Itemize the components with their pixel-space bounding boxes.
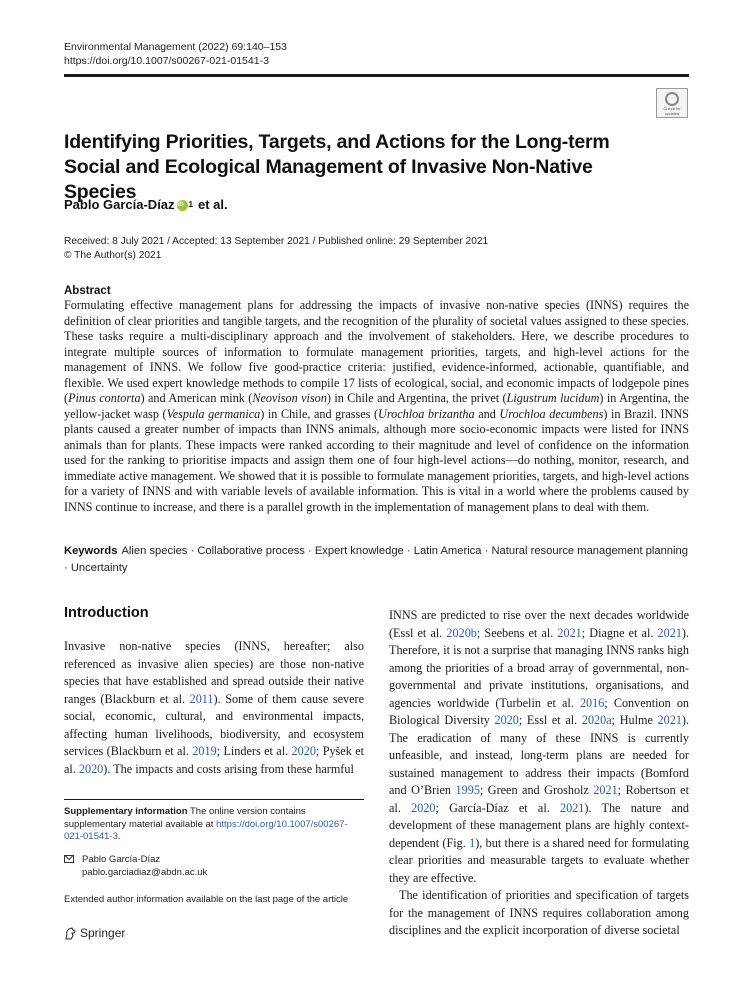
supplementary-link[interactable]: https://doi.org/10.1007/s00267-021-01541-3 bbox=[64, 818, 348, 842]
figure-link[interactable]: 1 bbox=[469, 835, 476, 850]
publication-dates bbox=[64, 235, 488, 263]
citation-link[interactable]: 2011 bbox=[189, 691, 214, 706]
extended-author-info: Extended author information available on the last page of the article bbox=[64, 894, 349, 905]
intro-left-column: Invasive non-native species (INNS, hereafter; also referenced as invasive alien species) are those non-native species that have established and spread outside their native ranges (Blackburn et al. 2011). Some of them cause severe social, economic, cultural, and environmental impacts, affecting human livelihoods, biodiversity, and ecosystem services (Blackburn et al. 2019; Linders et al. 2020; Pyšek et al. 2020). The impacts and costs arising from these harmful bbox=[64, 639, 364, 776]
abstract-heading: Abstract bbox=[64, 285, 111, 297]
citation-link[interactable]: 2020 bbox=[411, 800, 436, 815]
envelope-icon bbox=[64, 855, 74, 863]
keywords bbox=[64, 543, 689, 577]
intro-right-column bbox=[389, 607, 689, 940]
citation-link[interactable]: 2019 bbox=[192, 744, 217, 758]
citation-link[interactable]: 2020 bbox=[291, 744, 316, 758]
corresponding-email[interactable]: pablo.garciadiaz@abdn.ac.uk bbox=[82, 867, 208, 878]
check-updates-icon bbox=[665, 92, 679, 106]
check-updates-label: Check for updates bbox=[663, 105, 681, 116]
publisher-name: Springer bbox=[80, 926, 126, 940]
orcid-icon[interactable] bbox=[177, 200, 188, 211]
citation-link[interactable]: 2021 bbox=[657, 625, 682, 640]
dates-line: Received: 8 July 2021 / Accepted: 13 September 2021 / Published online: 29 September 2021 bbox=[64, 236, 489, 247]
citation-link[interactable]: 2021 bbox=[593, 783, 618, 797]
citation-link[interactable]: 2020 bbox=[494, 713, 519, 727]
abstract-text: Formulating effective management plans for addressing the impacts of invasive non-native species (INNS) requires the definition of clear priorities and tangible targets, and the recognition of the plurality of societal values assigned to these species. These tasks require a multi-disciplinary approach and the involvement of stakeholders. Here, we describe procedures to integrate multiple sources of information to formulate management priorities, targets, and high-level actions for the management of INNS. We follow five good-practice criteria: justified, evidence-informed, actionable, quantifiable, and flexible. We used expert knowledge methods to compile 17 lists of ecological, social, and economic impacts of lodgepole pines (Pinus contorta) and American mink (Neovison vison) in Chile and Argentina, the privet (Ligustrum lucidum) in Argentina, the yellow-jacket wasp (Vespula germanica) in Chile, and grasses (Urochloa brizantha and Urochloa decumbens) in Brazil. INNS plants caused a greater number of impacts than INNS animals, although more socio-economic impacts were listed for INNS animals than for plants. These impacts were ranked according to their magnitude and level of confidence on the information used for the ranking to prioritise impacts and assign them one of four high-level actions—do nothing, monitor, research, and immediate active management. We showed that it is possible to formulate management priorities, targets, and high-level actions for a variety of INNS and with variable levels of available information. This is vital in a world where the problems caused by INNS continue to increase, and there is a parallel growth in the implementation of management plans to deal with them. bbox=[64, 298, 689, 514]
citation-link[interactable]: 2016 bbox=[579, 695, 605, 710]
journal-citation: Environmental Management (2022) 69:140–153 bbox=[64, 41, 287, 53]
article-title: Identifying Priorities, Targets, and Actions for the Long-term Social and Ecological Management of Invasive Non-Native Species bbox=[64, 131, 610, 203]
introduction-heading: Introduction bbox=[64, 605, 149, 621]
citation-link[interactable]: 2020a bbox=[581, 713, 612, 727]
corresponding-author bbox=[64, 853, 364, 879]
affiliation-mark: 1 bbox=[188, 200, 193, 209]
citation-link[interactable]: 2020 bbox=[78, 761, 104, 776]
citation-link[interactable]: 2021 bbox=[557, 625, 582, 640]
springer-horse-icon bbox=[64, 927, 76, 940]
footnote-rule bbox=[64, 799, 364, 800]
corresponding-name: Pablo García-Díaz bbox=[82, 854, 161, 865]
citation-link[interactable]: 2021 bbox=[560, 800, 585, 815]
publisher-logo bbox=[64, 926, 125, 940]
check-for-updates-badge[interactable] bbox=[656, 88, 688, 118]
citation-link[interactable]: 1995 bbox=[455, 783, 480, 797]
author-name[interactable]: Pablo García-Díaz bbox=[64, 197, 175, 212]
keywords-list: Alien species · Collaborative process · Expert knowledge · Latin America · Natural resource management planning · Uncertainty bbox=[64, 545, 688, 574]
keywords-label: Keywords bbox=[64, 545, 118, 557]
supplementary-info: Supplementary information The online version contains supplementary material available at https://doi.org/10.1007/s00267-021-01541-3. bbox=[64, 806, 348, 842]
doi-link[interactable]: https://doi.org/10.1007/s00267-021-01541-3 bbox=[64, 55, 269, 67]
author-line bbox=[64, 197, 228, 213]
intro-paragraph: INNS are predicted to rise over the next decades worldwide (Essl et al. 2020b; Seebens et al. 2021; Diagne et al. 2021). Therefore, it is not a surprise that managing INNS ranks high among the priorities of a broad array of governmental, non-governmental and private institutions, organisations, and agencies worldwide (Turbelin et al. 2016; Convention on Biological Diversity 2020; Essl et al. 2020a; Hulme 2021). The eradication of many of these INNS is currently unfeasible, and instead, long-term plans are needed for sustained management to address their impacts (Bomford and O’Brien 1995; Green and Grosholz 2021; Robertson et al. 2020; García-Díaz et al. 2021). The nature and development of these management plans are highly context-dependent (Fig. 1), but there is a shared need for formulating clear priorities and measurable targets to evaluate whether they are effective. bbox=[389, 608, 690, 885]
copyright-line: © The Author(s) 2021 bbox=[64, 250, 162, 261]
citation-link[interactable]: 2020b bbox=[446, 625, 477, 640]
header-rule bbox=[64, 74, 689, 77]
citation-link[interactable]: 2021 bbox=[657, 713, 682, 727]
et-al: et al. bbox=[198, 197, 228, 212]
intro-paragraph: The identification of priorities and specification of targets for the management of INNS requires collaboration among disciplines and the explicit incorporation of diverse societal bbox=[389, 888, 689, 937]
